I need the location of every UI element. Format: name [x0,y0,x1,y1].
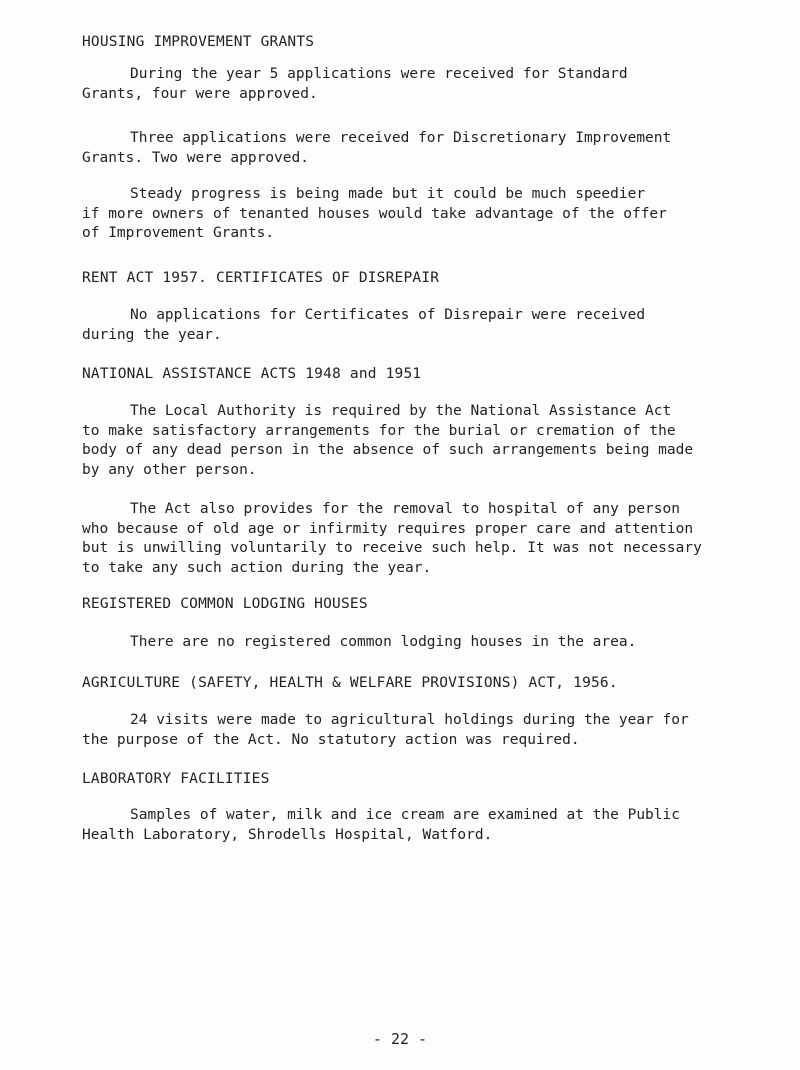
section-heading-rent-act: RENT ACT 1957. CERTIFICATES OF DISREPAIR [82,270,440,286]
paragraph-line: There are no registered common lodging houses in the area. [130,634,637,650]
paragraph-line: During the year 5 applications were received for Standard [130,66,628,82]
paragraph-line: but is unwilling voluntarily to receive such help. It was not necessary [82,540,702,556]
paragraph-line: Grants. Two were approved. [82,149,309,166]
paragraph-removal-to-hospital [82,500,782,578]
paragraph-standard-grants [82,65,782,104]
paragraph-line: Grants, four were approved. [82,85,318,102]
paragraph-line: during the year. [82,326,222,343]
paragraph-discretionary-grants [82,129,782,168]
paragraph-line: the purpose of the Act. No statutory action was required. [82,731,580,748]
section-heading-national-assistance-acts: NATIONAL ASSISTANCE ACTS 1948 and 1951 [82,366,422,382]
section-heading-housing-improvement-grants: HOUSING IMPROVEMENT GRANTS [82,34,315,50]
paragraph-steady-progress [82,185,782,244]
paragraph-line: body of any dead person in the absence of such arrangements being made [82,442,694,458]
paragraph-no-lodging-houses [82,633,782,653]
paragraph-line: of Improvement Grants. [82,225,275,241]
paragraph-laboratory-samples [82,806,782,845]
paragraph-line: to take any such action during the year. [82,559,432,576]
paragraph-certificates-of-disrepair [82,306,782,345]
paragraph-line: The Act also provides for the removal to hospital of any person [130,501,680,517]
paragraph-line: if more owners of tenanted houses would take advantage of the offer [82,205,667,222]
paragraph-line: who because of old age or infirmity requires proper care and attention [82,520,694,537]
paragraph-agricultural-visits [82,711,782,750]
paragraph-line: 24 visits were made to agricultural holdings during the year for [130,712,689,728]
section-heading-agriculture-act: AGRICULTURE (SAFETY, HEALTH & WELFARE PROVISIONS) ACT, 1956. [82,675,618,691]
paragraph-line: Health Laboratory, Shrodells Hospital, Watford. [82,826,493,843]
paragraph-line: by any other person. [82,461,257,478]
paragraph-line: No applications for Certificates of Disrepair were received [130,307,646,323]
paragraph-burial-cremation [82,402,782,480]
paragraph-line: The Local Authority is required by the National Assistance Act [130,403,672,419]
paragraph-line: Three applications were received for Discretionary Improvement [130,130,672,146]
paragraph-line: to make satisfactory arrangements for the burial or cremation of the [82,422,676,439]
section-heading-registered-common-lodging-houses: REGISTERED COMMON LODGING HOUSES [82,596,368,612]
paragraph-line: Samples of water, milk and ice cream are examined at the Public [130,807,680,823]
section-heading-laboratory-facilities: LABORATORY FACILITIES [82,771,270,787]
page-number: - 22 - [372,1030,428,1048]
paragraph-line: Steady progress is being made but it could be much speedier [130,186,646,202]
